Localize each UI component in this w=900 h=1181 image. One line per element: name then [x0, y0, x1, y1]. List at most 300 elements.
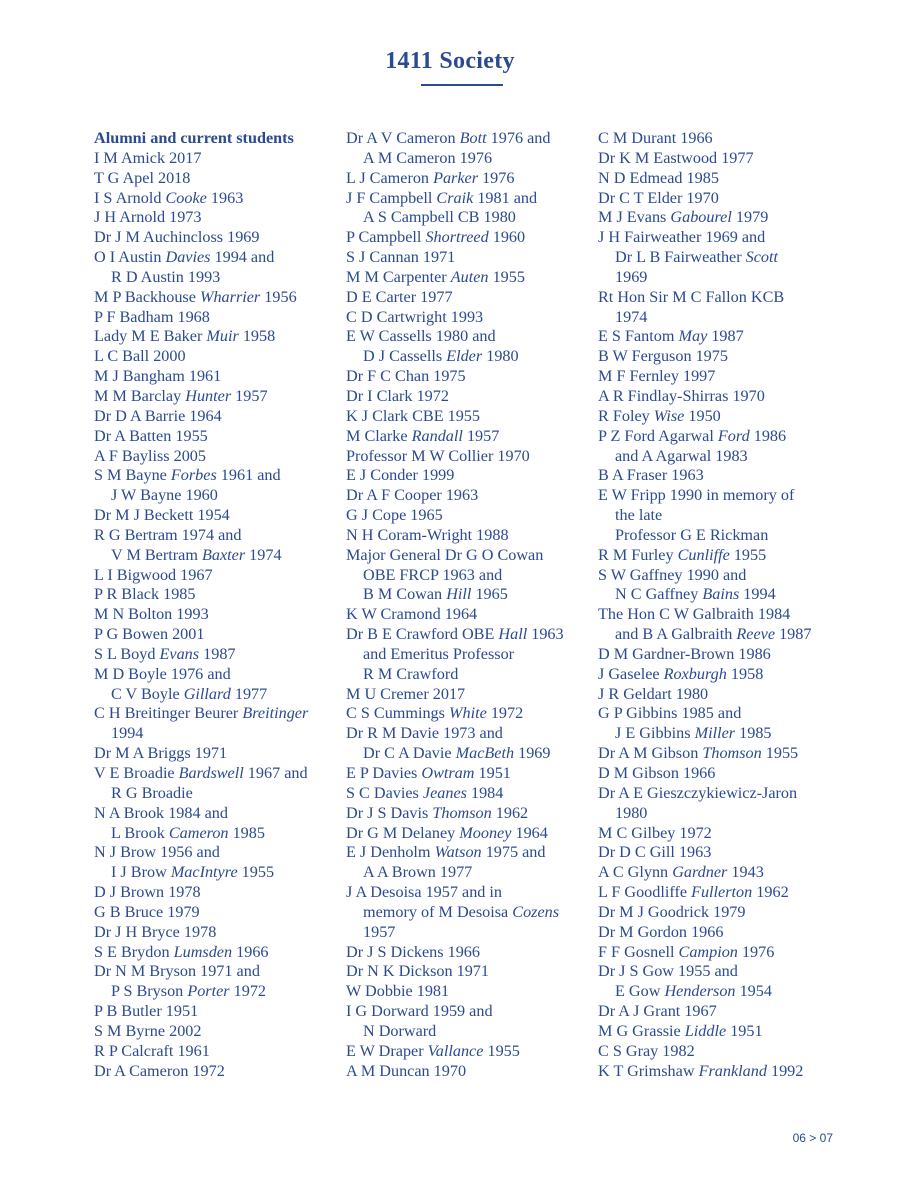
entry-text: G J Cope 1965: [346, 506, 443, 525]
entry-text: 1955: [729, 545, 767, 564]
entry-text: 1957: [231, 386, 268, 405]
entry-text: Dr D A Barrie 1964: [94, 406, 222, 425]
entry-text: 1956: [260, 287, 297, 306]
entry-text: 1962: [752, 883, 789, 902]
maiden-name: MacIntyre: [170, 863, 238, 882]
maiden-name: Auten: [450, 267, 489, 286]
donor-entry: [598, 169, 838, 189]
entry-text: Lady M E Baker: [94, 327, 207, 346]
maiden-name: Watson: [434, 843, 482, 862]
donor-entry: [94, 1002, 339, 1022]
donor-entry: [346, 843, 591, 863]
entry-text: 1994: [739, 585, 776, 604]
donor-entry: [346, 506, 591, 526]
maiden-name: Evans: [159, 644, 200, 663]
entry-text: C V Boyle: [111, 684, 184, 703]
maiden-name: Reeve: [736, 625, 776, 644]
donor-entry-continuation: [598, 308, 838, 328]
entry-text: J H Arnold 1973: [94, 208, 202, 227]
entry-text: 1957: [462, 426, 500, 445]
donor-entry-continuation: [94, 486, 339, 506]
entry-text: 1969: [514, 744, 551, 763]
entry-text: Dr N M Bryson 1971 and: [94, 962, 260, 981]
entry-text: 1955: [483, 1041, 520, 1060]
donor-entry-continuation: [94, 268, 339, 288]
entry-text: 1992: [766, 1061, 804, 1080]
entry-text: M M Barclay: [94, 386, 186, 405]
donor-entry-continuation: [94, 863, 339, 883]
donor-entry: [94, 665, 339, 685]
donor-column-1: [94, 129, 339, 1082]
entry-text: J W Bayne 1960: [111, 486, 218, 505]
page-number: 06 > 07: [792, 1131, 833, 1145]
donor-entry: [598, 645, 838, 665]
maiden-name: MacBeth: [455, 744, 515, 763]
donor-entry-continuation: [346, 923, 591, 943]
donor-entry: [94, 625, 339, 645]
entry-text: and Emeritus Professor: [363, 644, 515, 663]
donor-entry: [598, 228, 838, 248]
donor-entry: [94, 526, 339, 546]
donor-entry: [346, 387, 591, 407]
entry-text: M D Boyle 1976 and: [94, 664, 231, 683]
maiden-name: Wise: [653, 406, 685, 425]
donor-entry: [94, 189, 339, 209]
donor-entry: [94, 308, 339, 328]
donor-entry: [346, 962, 591, 982]
entry-text: 1955: [237, 863, 275, 882]
maiden-name: May: [678, 327, 708, 346]
entry-text: Dr G M Delaney: [346, 823, 460, 842]
entry-text: M F Fernley 1997: [598, 367, 716, 386]
donor-entry: [598, 367, 838, 387]
donor-entry-continuation: [346, 645, 591, 665]
entry-text: J E Gibbins: [615, 724, 695, 743]
donor-entry: [346, 724, 591, 744]
entry-text: 1976: [737, 942, 775, 961]
donor-entry: [94, 744, 339, 764]
donor-entry-continuation: [94, 685, 339, 705]
entry-text: Dr J S Davis: [346, 803, 433, 822]
donor-entry: [94, 466, 339, 486]
entry-text: S L Boyd: [94, 644, 160, 663]
donor-entry: [94, 407, 339, 427]
donor-entry-continuation: [598, 268, 838, 288]
entry-text: M J Evans: [598, 208, 671, 227]
entry-text: P Campbell: [346, 228, 426, 247]
maiden-name: Craik: [436, 188, 474, 207]
entry-text: 1963: [527, 625, 564, 644]
donor-entry: [94, 704, 339, 724]
donor-entry: [346, 804, 591, 824]
entry-text: Dr I Clark 1972: [346, 386, 449, 405]
donor-entry-continuation: [598, 447, 838, 467]
maiden-name: Davies: [165, 248, 211, 267]
entry-text: Dr C A Davie: [363, 744, 456, 763]
entry-text: 1961 and: [216, 466, 281, 485]
donor-entry: [346, 327, 591, 347]
entry-text: M Clarke: [346, 426, 412, 445]
donor-entry: [598, 704, 838, 724]
entry-text: N C Gaffney: [615, 585, 703, 604]
maiden-name: Liddle: [684, 1021, 727, 1040]
donor-entry: [598, 407, 838, 427]
maiden-name: Gardner: [672, 863, 728, 882]
entry-text: L C Ball 2000: [94, 347, 186, 366]
donor-entry: [346, 605, 591, 625]
entry-text: 1969: [615, 267, 648, 286]
entry-text: N A Brook 1984 and: [94, 803, 228, 822]
maiden-name: Roxburgh: [663, 664, 727, 683]
entry-text: J H Fairweather 1969 and: [598, 228, 766, 247]
entry-text: S E Brydon: [94, 942, 174, 961]
maiden-name: Owtram: [421, 764, 475, 782]
entry-text: 1967 and: [243, 764, 308, 782]
entry-text: P B Butler 1951: [94, 1002, 199, 1021]
donor-entry-continuation: [94, 824, 339, 844]
donor-entry: [346, 784, 591, 804]
entry-text: O I Austin: [94, 248, 166, 267]
donor-entry: [346, 466, 591, 486]
entry-text: C S Gray 1982: [598, 1041, 695, 1060]
donor-entry: [598, 427, 838, 447]
donor-entry-continuation: [598, 248, 838, 268]
entry-text: The Hon C W Galbraith 1984: [598, 605, 791, 624]
entry-text: 1985: [735, 724, 772, 743]
maiden-name: Cooke: [165, 188, 207, 207]
donor-entry: [346, 704, 591, 724]
entry-text: D M Gardner-Brown 1986: [598, 644, 771, 663]
donor-entry: [94, 566, 339, 586]
donor-entry: [598, 1022, 838, 1042]
donor-entry: [94, 447, 339, 467]
entry-text: Dr A V Cameron: [346, 129, 460, 147]
section-heading: [94, 129, 339, 149]
entry-text: M N Bolton 1993: [94, 605, 209, 624]
entry-text: R G Bertram 1974 and: [94, 525, 242, 544]
entry-text: 1994: [111, 724, 144, 743]
entry-text: 1987: [707, 327, 744, 346]
entry-text: 1985: [228, 823, 265, 842]
entry-text: E S Fantom: [598, 327, 679, 346]
donor-entry: [598, 824, 838, 844]
entry-text: OBE FRCP 1963 and: [363, 565, 503, 584]
entry-text: R Foley: [598, 406, 654, 425]
entry-text: 1976 and: [486, 129, 551, 147]
donor-entry: [598, 962, 838, 982]
entry-text: 1987: [775, 625, 812, 644]
maiden-name: Scott: [745, 248, 779, 267]
donor-entry: [94, 288, 339, 308]
maiden-name: Gabourel: [670, 208, 732, 227]
entry-text: C M Durant 1966: [598, 129, 713, 147]
entry-text: B W Ferguson 1975: [598, 347, 728, 366]
maiden-name: Henderson: [664, 982, 736, 1001]
entry-text: A A Brown 1977: [363, 863, 473, 882]
donor-entry-continuation: [598, 585, 838, 605]
donor-entry: [94, 327, 339, 347]
maiden-name: Thomson: [702, 744, 762, 763]
donor-entry: [346, 308, 591, 328]
maiden-name: Cameron: [168, 823, 229, 842]
entry-text: M P Backhouse: [94, 287, 200, 306]
donor-entry: [94, 843, 339, 863]
entry-text: P F Badham 1968: [94, 307, 210, 326]
entry-text: Dr A J Grant 1967: [598, 1002, 717, 1021]
entry-text: C S Cummings: [346, 704, 449, 723]
entry-text: V M Bertram: [111, 545, 202, 564]
donor-entry: [94, 427, 339, 447]
donor-entry: [346, 407, 591, 427]
donor-entry: [94, 208, 339, 228]
donor-entry: [598, 943, 838, 963]
donor-entry: [94, 149, 339, 169]
entry-text: 1955: [488, 267, 525, 286]
donor-entry: [598, 546, 838, 566]
donor-entry: [598, 923, 838, 943]
donor-entry: [598, 327, 838, 347]
maiden-name: Cunliffe: [677, 545, 730, 564]
donor-entry: [346, 447, 591, 467]
entry-text: N Dorward: [363, 1021, 437, 1040]
entry-text: C D Cartwright 1993: [346, 307, 484, 326]
entry-text: 1951: [726, 1021, 763, 1040]
entry-text: R P Calcraft 1961: [94, 1041, 210, 1060]
donor-entry: [598, 665, 838, 685]
donor-entry: [94, 367, 339, 387]
donor-entry: [598, 843, 838, 863]
entry-text: Dr J M Auchincloss 1969: [94, 228, 260, 247]
entry-text: 1972: [229, 982, 267, 1001]
donor-entry: [598, 744, 838, 764]
entry-text: D J Cassells: [363, 347, 447, 366]
entry-text: I G Dorward 1959 and: [346, 1002, 493, 1021]
donor-entry: [598, 605, 838, 625]
maiden-name: Breitinger: [242, 704, 309, 723]
entry-text: Dr M Gordon 1966: [598, 922, 724, 941]
entry-text: G B Bruce 1979: [94, 902, 200, 921]
donor-entry: [346, 1002, 591, 1022]
entry-text: K T Grimshaw: [598, 1061, 699, 1080]
maiden-name: Hall: [498, 625, 528, 644]
donor-entry: [598, 883, 838, 903]
maiden-name: Randall: [411, 426, 463, 445]
donor-entry-continuation: [346, 585, 591, 605]
donor-entry: [598, 466, 838, 486]
entry-text: Professor G E Rickman: [615, 525, 769, 544]
entry-text: D M Gibson 1966: [598, 764, 716, 782]
entry-text: S M Bayne: [94, 466, 171, 485]
donor-entry-continuation: [598, 804, 838, 824]
maiden-name: Baxter: [201, 545, 246, 564]
donor-entry: [598, 784, 838, 804]
maiden-name: Hunter: [185, 386, 232, 405]
donor-entry: [598, 347, 838, 367]
donor-entry-continuation: [94, 784, 339, 804]
donor-entry: [346, 189, 591, 209]
entry-text: K W Cramond 1964: [346, 605, 478, 624]
donor-entry: [346, 129, 591, 149]
maiden-name: Bains: [702, 585, 740, 604]
entry-text: A S Campbell CB 1980: [363, 208, 516, 227]
entry-text: 1951: [474, 764, 511, 782]
entry-text: A F Bayliss 2005: [94, 446, 206, 465]
entry-text: Dr A E Gieszczykiewicz-Jaron: [598, 783, 798, 802]
entry-text: Dr A M Gibson: [598, 744, 703, 763]
entry-text: 1986: [749, 426, 787, 445]
entry-text: 1974: [615, 307, 648, 326]
maiden-name: Muir: [206, 327, 239, 346]
entry-text: 1994 and: [210, 248, 275, 267]
entry-text: K J Clark CBE 1955: [346, 406, 480, 425]
entry-text: Dr M J Goodrick 1979: [598, 902, 746, 921]
maiden-name: Campion: [678, 942, 738, 961]
entry-text: I M Amick 2017: [94, 148, 202, 167]
entry-text: C H Breitinger Beurer: [94, 704, 243, 723]
entry-text: J F Campbell: [346, 188, 437, 207]
maiden-name: Lumsden: [173, 942, 233, 961]
entry-text: 1980: [482, 347, 519, 366]
entry-text: R M Furley: [598, 545, 678, 564]
maiden-name: Mooney: [459, 823, 512, 842]
donor-entry: [598, 863, 838, 883]
maiden-name: Ford: [717, 426, 750, 445]
donor-entry: [346, 526, 591, 546]
heading-text: Alumni and current students: [94, 129, 294, 147]
entry-text: 1975 and: [481, 843, 546, 862]
entry-text: N H Coram-Wright 1988: [346, 525, 509, 544]
entry-text: 1979: [731, 208, 769, 227]
donor-entry: [598, 129, 838, 149]
donor-entry: [346, 248, 591, 268]
entry-text: 1976: [478, 168, 515, 187]
maiden-name: Wharrier: [199, 287, 261, 306]
donor-entry-continuation: [598, 526, 838, 546]
entry-text: Dr N K Dickson 1971: [346, 962, 489, 981]
donor-entry-continuation: [94, 546, 339, 566]
donor-entry: [94, 506, 339, 526]
entry-text: M M Carpenter: [346, 267, 451, 286]
entry-text: Dr L B Fairweather: [615, 248, 746, 267]
donor-entry: [94, 764, 339, 784]
entry-text: B A Fraser 1963: [598, 466, 704, 485]
entry-text: I J Brow: [111, 863, 171, 882]
entry-text: Dr A Cameron 1972: [94, 1061, 225, 1080]
donor-entry: [94, 248, 339, 268]
donor-entry: [346, 883, 591, 903]
entry-text: A R Findlay-Shirras 1970: [598, 386, 765, 405]
title-underline: [421, 84, 503, 86]
entry-text: 1963: [206, 188, 244, 207]
donor-entry: [94, 903, 339, 923]
donor-entry-continuation: [346, 903, 591, 923]
maiden-name: Miller: [694, 724, 736, 743]
entry-text: E W Draper: [346, 1041, 428, 1060]
entry-text: and B A Galbraith: [615, 625, 737, 644]
entry-text: 1981 and: [473, 188, 538, 207]
entry-text: Professor M W Collier 1970: [346, 446, 530, 465]
entry-text: M J Bangham 1961: [94, 367, 222, 386]
donor-entry-continuation: [598, 625, 838, 645]
donor-entry: [94, 1042, 339, 1062]
donor-entry-continuation: [346, 208, 591, 228]
entry-text: 1974: [245, 545, 282, 564]
entry-text: D E Carter 1977: [346, 287, 453, 306]
entry-text: P Z Ford Agarwal: [598, 426, 718, 445]
entry-text: J R Geldart 1980: [598, 684, 709, 703]
donor-entry: [346, 288, 591, 308]
donor-entry: [94, 883, 339, 903]
entry-text: Dr C T Elder 1970: [598, 188, 719, 207]
donor-entry: [94, 605, 339, 625]
entry-text: D J Brown 1978: [94, 883, 201, 902]
entry-text: Dr J S Gow 1955 and: [598, 962, 738, 981]
entry-text: L J Cameron: [346, 168, 434, 187]
entry-text: L I Bigwood 1967: [94, 565, 213, 584]
donor-entry-continuation: [598, 506, 838, 526]
entry-text: I S Arnold: [94, 188, 166, 207]
donor-entry: [346, 486, 591, 506]
entry-text: 1987: [199, 644, 236, 663]
page-title: 1411 Society: [385, 48, 515, 74]
donor-entry-continuation: [94, 724, 339, 744]
maiden-name: Vallance: [427, 1041, 484, 1060]
entry-text: R M Crawford: [363, 664, 459, 683]
donor-entry: [346, 1042, 591, 1062]
entry-text: S J Cannan 1971: [346, 248, 456, 267]
donor-entry-continuation: [598, 982, 838, 1002]
donor-entry: [598, 486, 838, 506]
donor-entry: [94, 169, 339, 189]
entry-text: 1962: [491, 803, 529, 822]
entry-text: F F Gosnell: [598, 942, 679, 961]
entry-text: 1977: [230, 684, 268, 703]
donor-entry: [346, 268, 591, 288]
entry-text: Dr A Batten 1955: [94, 426, 208, 445]
maiden-name: Cozens: [512, 902, 560, 921]
donor-entry: [94, 387, 339, 407]
donor-entry: [598, 1042, 838, 1062]
donor-entry: [598, 685, 838, 705]
donor-column-2: [346, 129, 591, 1082]
entry-text: 1980: [615, 803, 648, 822]
donor-entry: [598, 903, 838, 923]
entry-text: G P Gibbins 1985 and: [598, 704, 742, 723]
entry-text: 1957: [363, 922, 396, 941]
donor-entry-continuation: [346, 665, 591, 685]
entry-text: E J Denholm: [346, 843, 435, 862]
maiden-name: Parker: [433, 168, 479, 187]
donor-entry: [598, 1062, 838, 1082]
maiden-name: Gillard: [183, 684, 231, 703]
entry-text: E W Cassells 1980 and: [346, 327, 496, 346]
donor-entry: [94, 943, 339, 963]
entry-text: Dr J S Dickens 1966: [346, 942, 480, 961]
donor-entry: [598, 208, 838, 228]
maiden-name: Bott: [459, 129, 487, 147]
donor-entry-continuation: [346, 566, 591, 586]
maiden-name: Porter: [187, 982, 230, 1001]
donor-entry: [598, 189, 838, 209]
entry-text: R D Austin 1993: [111, 267, 221, 286]
maiden-name: Bardswell: [178, 764, 244, 782]
donor-entry: [346, 685, 591, 705]
entry-text: 1960: [488, 228, 526, 247]
entry-text: R G Broadie: [111, 783, 193, 802]
donor-entry: [346, 367, 591, 387]
entry-text: 1958: [238, 327, 276, 346]
entry-text: L Brook: [111, 823, 169, 842]
